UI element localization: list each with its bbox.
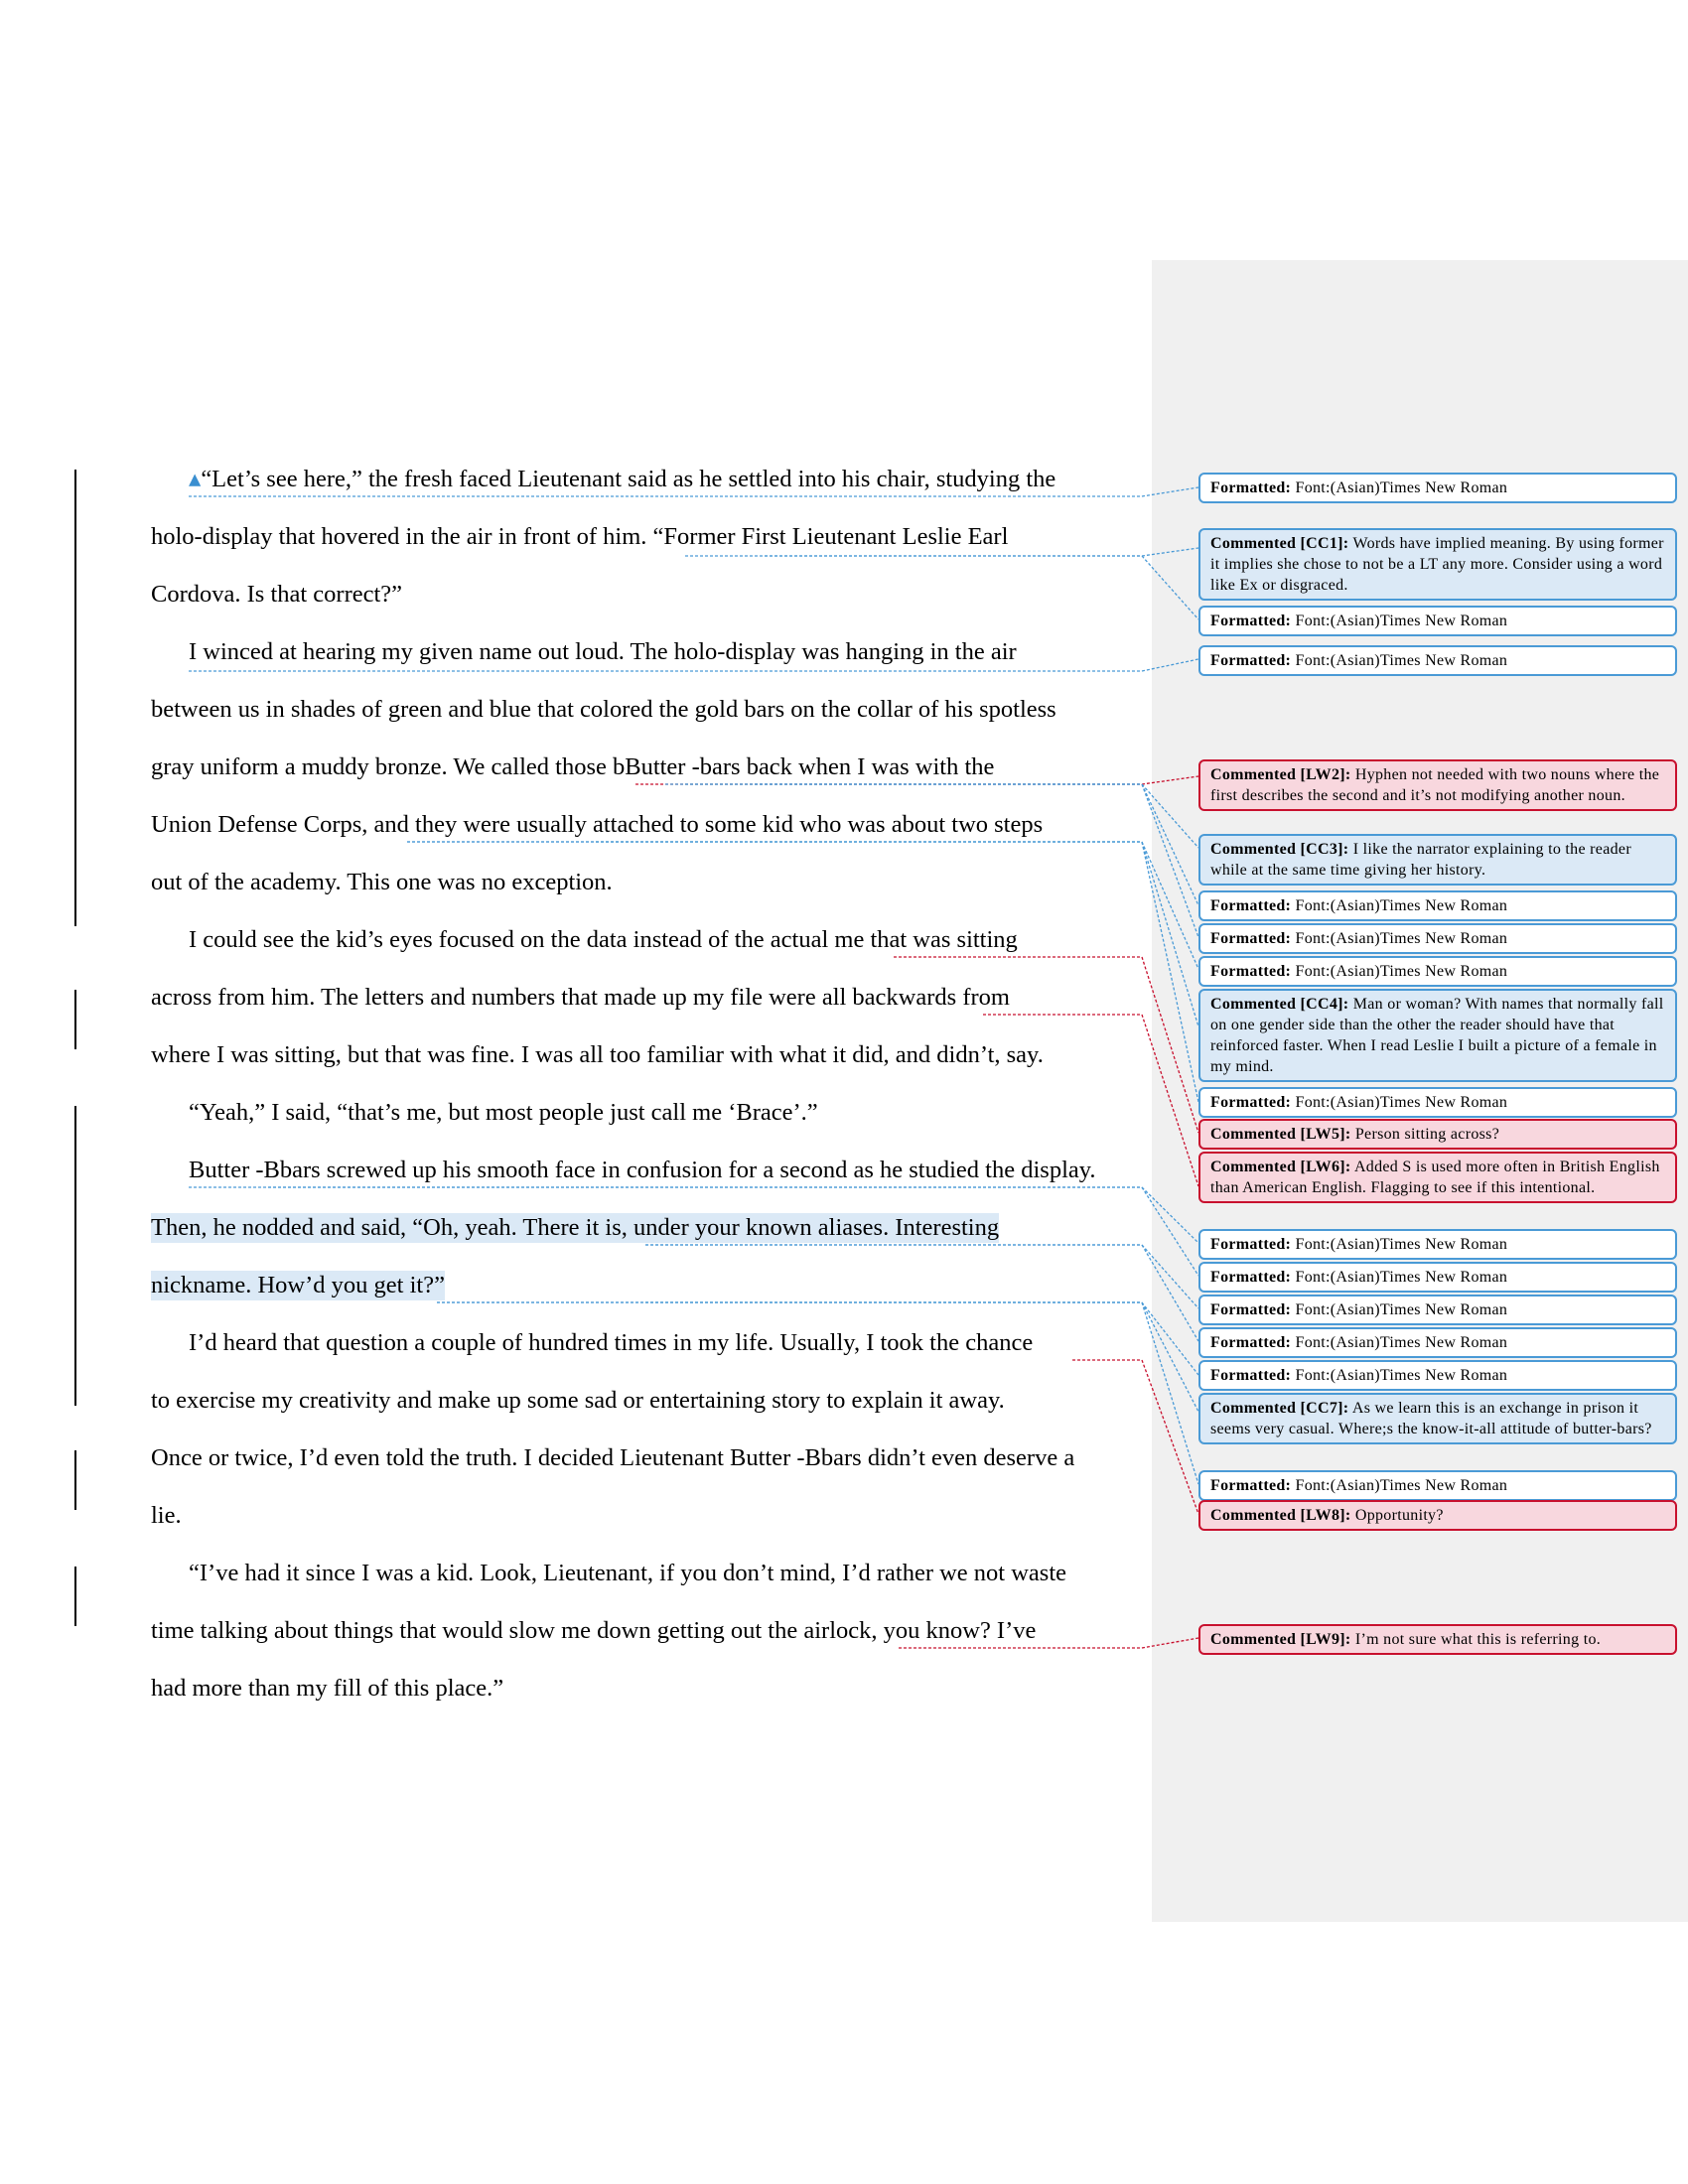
balloon-label: Formatted:	[1210, 479, 1292, 496]
comment-balloon-cc3[interactable]	[1198, 834, 1677, 886]
balloon-text: Opportunity?	[1354, 1507, 1444, 1524]
line-text[interactable]: time talking about things that would slow me down getting out the airlock, you know? I’ve	[151, 1617, 1037, 1644]
balloon-text: Font:(Asian)Times New Roman	[1295, 1301, 1508, 1318]
balloon-label: Formatted:	[1210, 1094, 1292, 1111]
line-text[interactable]: Then, he nodded and said, “Oh, yeah. There it is, under your known aliases. Interesting	[151, 1214, 1000, 1241]
balloon-text: Font:(Asian)Times New Roman	[1295, 1367, 1508, 1384]
balloon-text: Font:(Asian)Times New Roman	[1295, 1094, 1508, 1111]
formatted-balloon[interactable]	[1198, 1087, 1677, 1118]
change-bar	[74, 470, 76, 926]
balloon-label: Formatted:	[1210, 930, 1292, 947]
formatted-balloon[interactable]	[1198, 1295, 1677, 1325]
body-line	[151, 1674, 503, 1704]
balloon-label: Formatted:	[1210, 1236, 1292, 1253]
balloon-text: As we learn this is an exchange in prison it seems very casual. Where;s the know-it-all attitude of butter-bars?	[1210, 1400, 1652, 1437]
balloon-text: Font:(Asian)Times New Roman	[1295, 652, 1508, 669]
balloon-text: Person sitting across?	[1354, 1126, 1500, 1143]
formatted-balloon[interactable]	[1198, 1327, 1677, 1358]
balloon-label: Commented [CC4]:	[1210, 996, 1349, 1013]
balloon-text: Font:(Asian)Times New Roman	[1295, 613, 1508, 629]
body-line	[151, 1098, 818, 1128]
body-line	[151, 1156, 1096, 1185]
balloon-text: Hyphen not needed with two nouns where the first describes the second and it’s not modifying another noun.	[1210, 766, 1660, 804]
line-text[interactable]: Cordova. Is that correct?”	[151, 581, 403, 608]
line-text[interactable]: I could see the kid’s eyes focused on the data instead of the actual me that was sitting	[189, 926, 1018, 953]
change-bar	[74, 990, 76, 1049]
balloon-text: Font:(Asian)Times New Roman	[1295, 1334, 1508, 1351]
formatted-balloon[interactable]	[1198, 1470, 1677, 1501]
line-text[interactable]: Butter -Bbars screwed up his smooth face in confusion for a second as he studied the display.	[189, 1157, 1096, 1183]
body-line	[151, 752, 994, 782]
line-text[interactable]: where I was sitting, but that was fine. I was all too familiar with what it did, and didn’t, say.	[151, 1041, 1044, 1068]
balloon-label: Formatted:	[1210, 652, 1292, 669]
line-text[interactable]: had more than my fill of this place.”	[151, 1675, 504, 1702]
balloon-label: Formatted:	[1210, 1269, 1292, 1286]
comment-balloon-lw2[interactable]	[1198, 759, 1677, 811]
balloon-text: Font:(Asian)Times New Roman	[1295, 1236, 1508, 1253]
balloon-text: Man or woman? With names that normally fall on one gender side than the other the reader should have that reinforced faster. When I read Leslie I built a picture of a female in my mind.	[1210, 996, 1664, 1075]
line-text[interactable]: I’d heard that question a couple of hundred times in my life. Usually, I took the chance	[189, 1329, 1034, 1356]
comment-balloon-cc4[interactable]	[1198, 989, 1677, 1082]
formatted-balloon[interactable]	[1198, 923, 1677, 954]
formatted-balloon[interactable]	[1198, 890, 1677, 921]
change-bar	[74, 1450, 76, 1510]
balloon-text: Font:(Asian)Times New Roman	[1295, 1477, 1508, 1494]
line-text[interactable]: to exercise my creativity and make up some sad or entertaining story to explain it away.	[151, 1387, 1005, 1414]
line-text[interactable]: lie.	[151, 1502, 182, 1529]
balloon-label: Commented [LW2]:	[1210, 766, 1351, 783]
line-text[interactable]: Once or twice, I’d even told the truth. I decided Lieutenant Butter -Bbars didn’t even deserve a	[151, 1444, 1075, 1471]
line-text[interactable]: ▴“Let’s see here,” the fresh faced Lieutenant said as he settled into his chair, studying the	[189, 466, 1056, 492]
formatted-balloon[interactable]	[1198, 645, 1677, 676]
comment-balloon-lw5[interactable]	[1198, 1119, 1677, 1150]
formatted-balloon[interactable]	[1198, 473, 1677, 503]
body-line	[151, 1443, 1074, 1473]
balloon-label: Formatted:	[1210, 1477, 1292, 1494]
body-line	[151, 983, 1010, 1013]
formatted-balloon[interactable]	[1198, 606, 1677, 636]
balloon-label: Commented [CC7]:	[1210, 1400, 1349, 1417]
body-line	[151, 580, 402, 610]
balloon-text: Font:(Asian)Times New Roman	[1295, 1269, 1508, 1286]
body-line	[151, 1040, 1044, 1070]
balloon-label: Commented [LW8]:	[1210, 1507, 1351, 1524]
formatted-balloon[interactable]	[1198, 1360, 1677, 1391]
balloon-text: Words have implied meaning. By using former it implies she chose to not be a LT any more. Consider using a word like Ex or disgraced.	[1210, 535, 1664, 594]
formatted-balloon[interactable]	[1198, 1262, 1677, 1293]
comment-balloon-cc7[interactable]	[1198, 1393, 1677, 1444]
body-line	[151, 868, 613, 897]
line-text[interactable]: across from him. The letters and numbers that made up my file were all backwards from	[151, 984, 1010, 1011]
body-line	[151, 1501, 182, 1531]
balloon-label: Commented [LW6]:	[1210, 1159, 1351, 1175]
balloon-label: Formatted:	[1210, 963, 1292, 980]
body-line	[151, 1271, 445, 1300]
body-line	[151, 810, 1043, 840]
formatted-balloon[interactable]	[1198, 1229, 1677, 1260]
balloon-label: Formatted:	[1210, 897, 1292, 914]
balloon-text: I’m not sure what this is referring to.	[1354, 1631, 1602, 1648]
balloon-label: Commented [CC3]:	[1210, 841, 1349, 858]
line-text[interactable]: between us in shades of green and blue that colored the gold bars on the collar of his spotless	[151, 696, 1056, 723]
comment-balloon-lw8[interactable]	[1198, 1500, 1677, 1531]
body-line	[151, 1386, 1005, 1416]
balloon-text: Font:(Asian)Times New Roman	[1295, 963, 1508, 980]
line-text[interactable]: I winced at hearing my given name out loud. The holo-display was hanging in the air	[189, 638, 1017, 665]
body-line	[151, 1616, 1036, 1646]
change-bar	[74, 1567, 76, 1626]
balloon-text: Font:(Asian)Times New Roman	[1295, 930, 1508, 947]
balloon-label: Commented [LW5]:	[1210, 1126, 1351, 1143]
body-line	[151, 695, 1056, 725]
line-text[interactable]: “Yeah,” I said, “that’s me, but most people just call me ‘Brace’.”	[189, 1099, 818, 1126]
body-line	[151, 522, 1008, 552]
line-text[interactable]: gray uniform a muddy bronze. We called those bButter -bars back when I was with the	[151, 753, 995, 780]
balloon-label: Commented [LW9]:	[1210, 1631, 1351, 1648]
body-line	[151, 637, 1017, 667]
line-text[interactable]: nickname. How’d you get it?”	[151, 1272, 445, 1298]
balloon-text: Font:(Asian)Times New Roman	[1295, 897, 1508, 914]
line-text[interactable]: Union Defense Corps, and they were usually attached to some kid who was about two steps	[151, 811, 1044, 838]
body-line	[151, 1213, 999, 1243]
balloon-label: Commented [CC1]:	[1210, 535, 1349, 552]
body-line	[151, 925, 1018, 955]
change-bar	[74, 1106, 76, 1406]
line-text[interactable]: out of the academy. This one was no exception.	[151, 869, 613, 895]
balloon-label: Formatted:	[1210, 1367, 1292, 1384]
comment-balloon-cc1[interactable]	[1198, 528, 1677, 601]
formatted-balloon[interactable]	[1198, 956, 1677, 987]
body-line	[151, 1328, 1033, 1358]
line-text[interactable]: holo-display that hovered in the air in front of him. “Former First Lieutenant Leslie Earl	[151, 523, 1009, 550]
comment-balloon-lw6[interactable]	[1198, 1152, 1677, 1203]
balloon-text: Font:(Asian)Times New Roman	[1295, 479, 1508, 496]
balloon-label: Formatted:	[1210, 1301, 1292, 1318]
body-line	[151, 465, 1055, 494]
comment-balloon-lw9[interactable]	[1198, 1624, 1677, 1655]
balloon-label: Formatted:	[1210, 613, 1292, 629]
body-line	[151, 1559, 1066, 1588]
balloon-text: Added S is used more often in British English than American English. Flagging to see if this intentional.	[1210, 1159, 1660, 1196]
line-text[interactable]: “I’ve had it since I was a kid. Look, Lieutenant, if you don’t mind, I’d rather we not waste	[189, 1560, 1067, 1586]
balloon-text: I like the narrator explaining to the reader while at the same time giving her history.	[1210, 841, 1631, 879]
balloon-label: Formatted:	[1210, 1334, 1292, 1351]
